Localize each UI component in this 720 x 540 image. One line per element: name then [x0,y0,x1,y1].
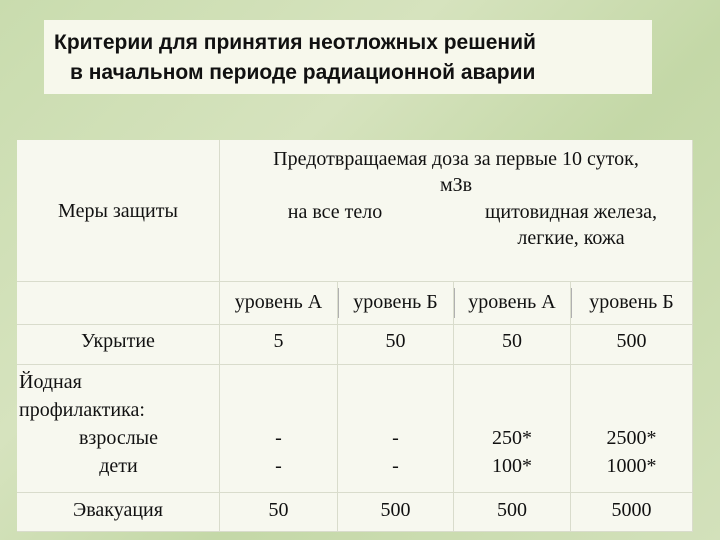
level-cell-1 [220,282,338,325]
header-dose-line-2: мЗв [439,174,473,196]
cell-value: 2500* [606,427,657,449]
cell-value: - [392,427,399,449]
row-iodine-children: дети [99,455,138,477]
level-row-blank [17,282,220,325]
row-iodine-label-line-1: Йодная [19,371,82,393]
row-evacuation-label-cell [17,493,220,532]
criteria-table [17,140,693,532]
table-cell [338,493,454,532]
cell-value: 100* [492,455,532,477]
cell-value: 5000 [611,499,652,521]
level-label: уровень Б [589,291,674,313]
cell-value: 50 [502,330,522,352]
cell-value: 1000* [606,455,657,477]
table-cell [338,325,454,365]
row-shelter-label-cell [17,325,220,365]
cell-value: 500 [497,499,527,521]
slide-title [44,20,652,94]
level-label: уровень А [468,291,556,313]
header-thyroid-line-2: легкие, кожа [517,227,625,249]
header-dose-line-1: Предотвращаемая доза за первые 10 суток, [273,148,639,170]
row-evacuation-label: Эвакуация [73,499,163,521]
table-cell [571,493,693,532]
cell-value: - [275,455,282,477]
header-measures: Меры защиты [58,200,178,222]
level-separator [338,288,339,318]
cell-value: 250* [492,427,532,449]
level-cell-4 [571,282,693,325]
level-label: уровень Б [353,291,438,313]
row-shelter-label: Укрытие [81,330,155,352]
cell-value: - [392,455,399,477]
table-cell [338,365,454,493]
title-line-1: Критерии для принятия неотложных решений [54,31,536,54]
row-iodine-label-line-2: профилактика: [19,399,145,421]
level-cell-3 [454,282,571,325]
level-separator [571,288,572,318]
cell-value: 50 [385,330,406,352]
header-measures-cell [17,140,220,282]
header-dose-cell [220,140,693,282]
table-cell [571,365,693,493]
table-cell [454,493,571,532]
table-cell [454,325,571,365]
title-line-2: в начальном периоде радиационной аварии [70,61,536,84]
cell-value: 500 [380,499,411,521]
cell-value: 50 [268,499,289,521]
table-cell [571,325,693,365]
table-cell [220,365,338,493]
row-iodine-adults: взрослые [78,427,158,449]
cell-value: 500 [616,330,647,352]
cell-value: 5 [273,330,284,352]
level-label: уровень А [234,291,323,313]
level-separator [454,288,455,318]
header-whole-body: на все тело [287,201,383,223]
level-cell-2 [338,282,454,325]
table-cell [454,365,571,493]
table-cell [220,325,338,365]
row-iodine-label-cell [17,365,220,493]
header-thyroid-line-1: щитовидная железа, [485,201,657,223]
table-cell [220,493,338,532]
cell-value: - [275,427,282,449]
